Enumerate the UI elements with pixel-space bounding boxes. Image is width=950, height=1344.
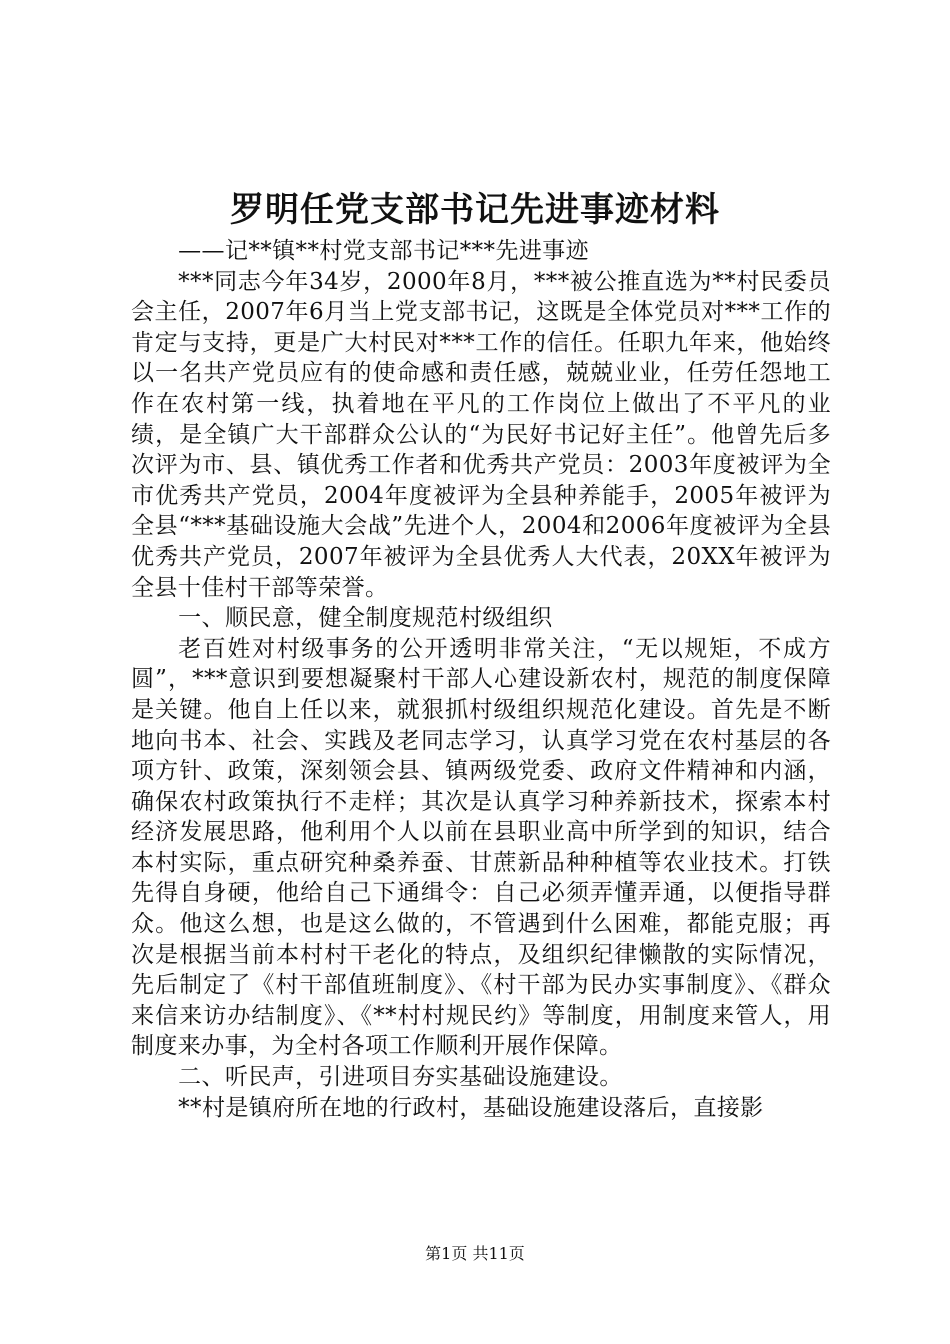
- paragraph-intro: ***同志今年34岁，2000年8月，***被公推直选为**村民委员会主任，2007年6月当上党支部书记，这既是全体党员对***工作的肯定与支持，更是广大村民对***工作的信任。任职九年来，他始终以一名共产党员应有的使命感和责任感，兢兢业业，任劳任怨地工作在农村第一线，执着地在平凡的工作岗位上做出了不平凡的业绩，是全镇广大干部群众公认的“为民好书记好主任”。他曾先后多次评为市、县、镇优秀工作者和优秀共产党员：2003年度被评为全市优秀共产党员，2004年度被评为全县种养能手，2005年被评为全县“***基础设施大会战”先进个人，2004和2006年度被评为全县优秀共产党员，2007年被评为全县优秀人大代表，20XX年被评为全县十佳村干部等荣誉。: [131, 268, 831, 601]
- section-heading-2: 二、听民声，引进项目夯实基础设施建设。: [178, 1064, 623, 1091]
- page-number-footer: 第1页 共11页: [425, 1244, 525, 1263]
- document-subtitle: ——记**镇**村党支部书记***先进事迹: [178, 238, 590, 264]
- paragraph-section-1: 老百姓对村级事务的公开透明非常关注，“无以规矩，不成方圆”，***意识到要想凝聚村干部人心建设新农村，规范的制度保障是关键。他自上任以来，就狠抓村级组织规范化建设。首先是不断地向书本、社会、实践及老同志学习，认真学习党在农村基层的各项方针、政策，深刻领会县、镇两级党委、政府文件精神和内涵，确保农村政策执行不走样；其次是认真学习种养新技术，探索本村经济发展思路，他利用个人以前在县职业高中所学到的知识，结合本村实际，重点研究种桑养蚕、甘蔗新品种种植等农业技术。打铁先得自身硬，他给自己下通缉令：自己必须弄懂弄通，以便指导群众。他这么想，也是这么做的，不管遇到什么困难，都能克服；再次是根据当前本村村干老化的特点，及组织纪律懒散的实际情况，先后制定了《村干部值班制度》、《村干部为民办实事制度》、《群众来信来访办结制度》、《**村村规民约》等制度，用制度来管人，用制度来办事，为全村各项工作顺利开展作保障。: [131, 635, 831, 1060]
- document-title: 罗明任党支部书记先进事迹材料: [230, 190, 720, 230]
- paragraph-section-2: **村是镇府所在地的行政村，基础设施建设落后，直接影: [178, 1094, 764, 1121]
- document-body: [131, 236, 831, 1123]
- section-heading-1: 一、顺民意，健全制度规范村级组织: [178, 605, 553, 632]
